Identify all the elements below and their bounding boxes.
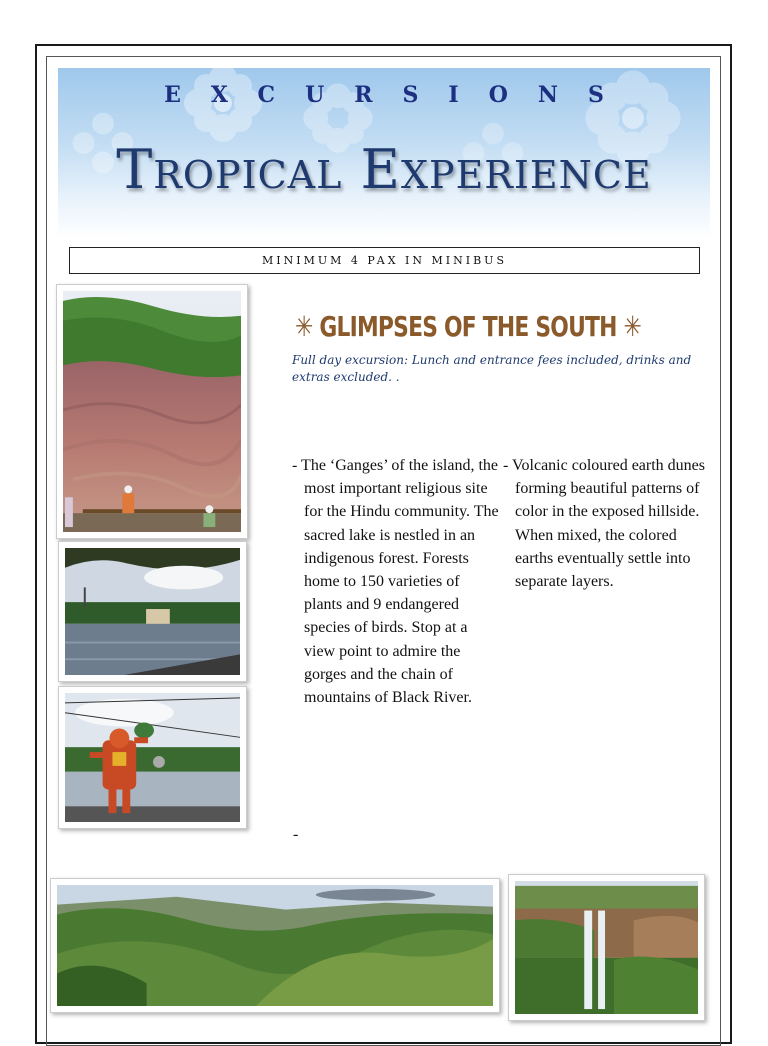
photo-sacred-lake [58,541,247,682]
photo-gorges-panorama [50,878,500,1013]
pax-requirement-note: MINIMUM 4 PAX IN MINIBUS [69,247,700,274]
photo-coloured-earth [56,284,248,539]
page-title: Tropical Experience [116,138,652,201]
description-left-column: - The ‘Ganges’ of the island, the most important religious site for the Hindu community. The sacred lake is nestled in an indigenous forest. Forests home to 150 varieties of plants and 9 endangered species of birds. Stop at a view point to admire the gorges and the chain of mountains of Black River. [292,457,499,707]
header-banner [58,68,710,238]
banner-eyebrow: EXCURSIONS [164,82,634,108]
trailing-dash: - [293,826,299,843]
photo-waterfall [508,874,705,1021]
photo-hanuman-statue [58,686,247,829]
description-right-column: - Volcanic coloured earth dunes forming beautiful patterns of color in the exposed hillside. When mixed, the colored earths eventually settle into separate layers. [503,457,706,591]
section-subtitle: Full day excursion: Lunch and entrance fees included, drinks and extras excluded. . [292,353,692,384]
section-title: ✳ GLIMPSES OF THE SOUTH ✳ [295,310,641,343]
flower-decoration [178,68,268,148]
